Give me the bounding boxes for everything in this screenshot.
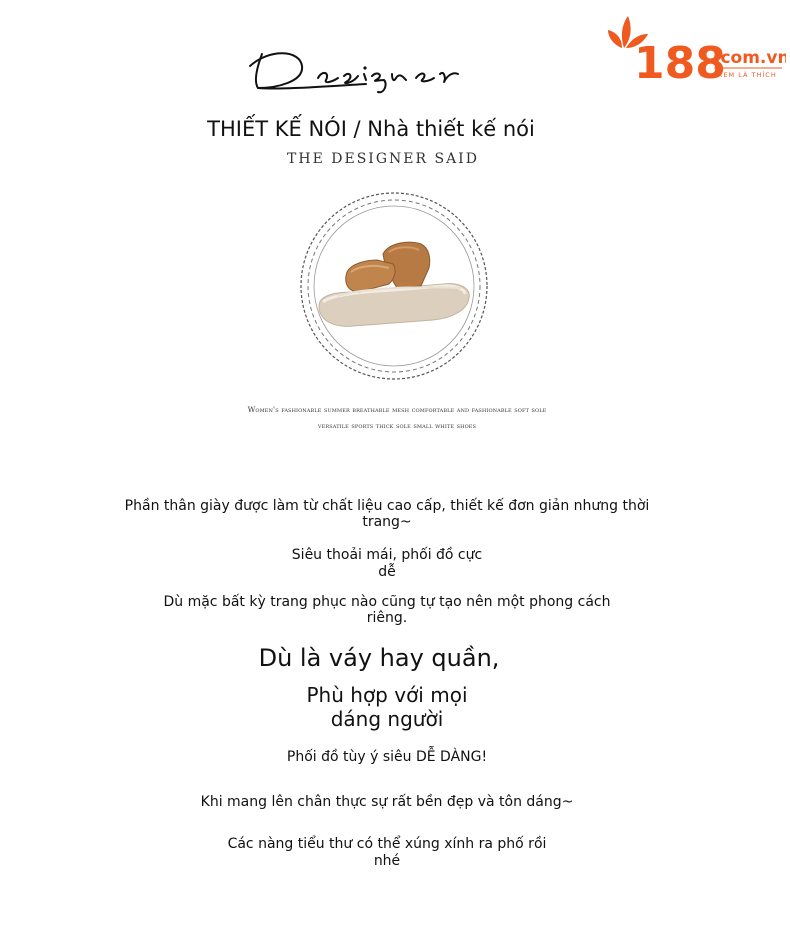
brand-logo[interactable] xyxy=(606,14,786,84)
product-emblem xyxy=(293,188,495,384)
description-line: riêng. xyxy=(366,610,408,626)
description-line: Khi mang lên chân thực sự rất bền đẹp và tôn dáng~ xyxy=(200,794,574,810)
description-line: nhé xyxy=(373,853,401,869)
brand-logo-graphic xyxy=(606,14,786,84)
designer-script-heading xyxy=(240,40,490,100)
subheadline-line: Phù hợp với mọi xyxy=(306,683,468,707)
headline: Dù là váy hay quần, xyxy=(258,644,500,672)
page-subtitle: THE DESIGNER SAID xyxy=(287,151,479,167)
description-line: dễ xyxy=(378,564,396,580)
logo-tagline: XEM LÀ THÍCH xyxy=(718,71,777,79)
subheadline-line: dáng người xyxy=(330,707,444,731)
page-title: THIẾT KẾ NÓI / Nhà thiết kế nói xyxy=(207,117,535,141)
description-line: Các nàng tiểu thư có thể xúng xính ra phố rồi xyxy=(227,836,547,852)
description-line: Phần thân giày được làm từ chất liệu cao cấp, thiết kế đơn giản nhưng thời xyxy=(124,498,650,514)
description-line: trang~ xyxy=(362,514,412,530)
product-caption-line-2: versatile sports thick sole small white shoes xyxy=(317,421,477,430)
designer-script-graphic xyxy=(240,40,490,100)
description-line: Dù mặc bất kỳ trang phục nào cũng tự tạo nên một phong cách xyxy=(163,594,611,610)
product-caption-line-1: Women's fashionable summer breathable mesh comfortable and fashionable soft sole xyxy=(247,405,547,414)
logo-domain: .com.vn xyxy=(714,48,786,68)
sandal-icon xyxy=(293,188,495,384)
logo-number: 188 xyxy=(634,38,726,84)
description-line: Siêu thoải mái, phối đồ cực xyxy=(291,547,483,563)
description-line: Phối đồ tùy ý siêu DỄ DÀNG! xyxy=(286,749,488,765)
